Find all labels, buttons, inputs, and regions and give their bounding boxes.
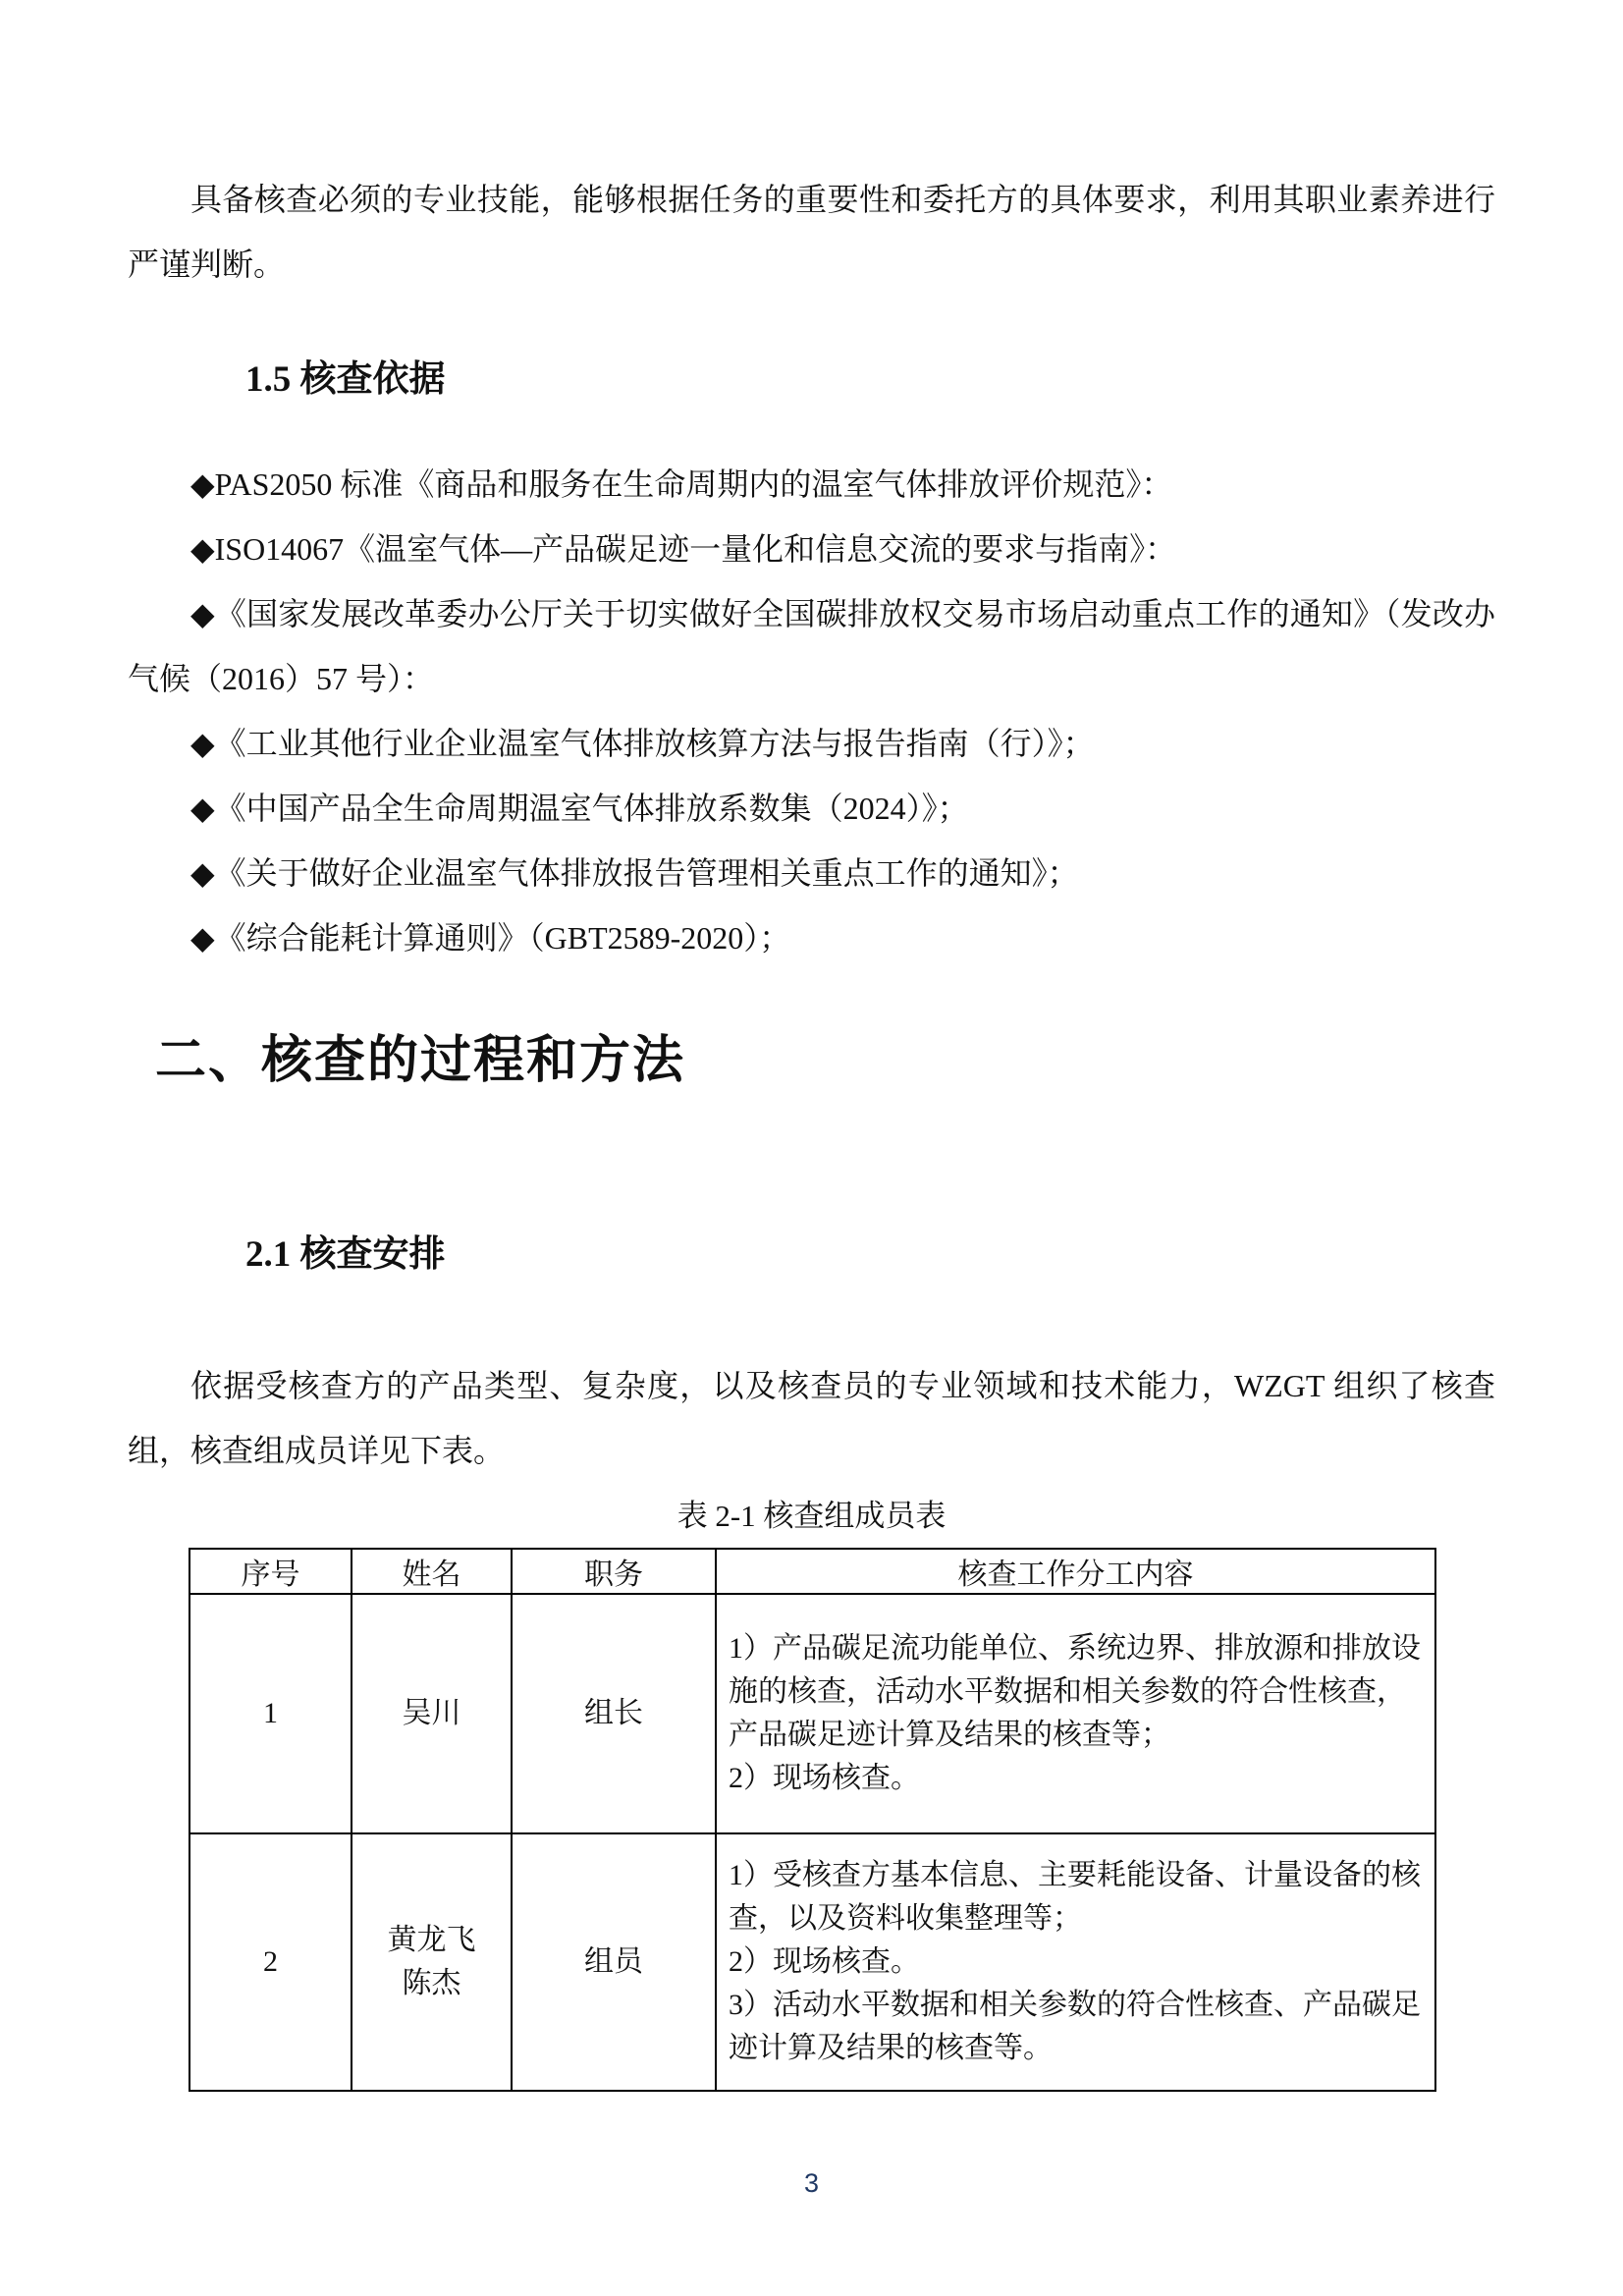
column-header-name: 姓名	[352, 1549, 512, 1594]
row-no: 1	[189, 1594, 352, 1833]
verification-team-table	[189, 1548, 1436, 2092]
row-duties	[716, 1833, 1435, 2091]
basis-item: ◆《中国产品全生命周期温室气体排放系数集（2024）》；	[190, 791, 969, 826]
row-role: 组员	[512, 1833, 716, 2091]
table-caption: 表 2-1 核查组成员表	[676, 1499, 947, 1533]
row-names	[352, 1594, 512, 1833]
intro-paragraph: 具备核查必须的专业技能，能够根据任务的重要性和委托方的具体要求，利用其职业素养进行严谨判断。	[128, 182, 1495, 282]
duty-line: 2）现场核查。	[729, 1762, 920, 1794]
basis-item: ◆《国家发展改革委办公厅关于切实做好全国碳排放权交易市场启动重点工作的通知》（发改办气候（2016）57 号）：	[128, 596, 1495, 696]
chapter-heading-2: 二、核查的过程和方法	[155, 1033, 686, 1089]
verification-basis-list	[128, 452, 1495, 970]
column-header-no: 序号	[189, 1549, 352, 1594]
member-name: 陈杰	[402, 1967, 461, 1999]
duty-line: 3）活动水平数据和相关参数的符合性核查、产品碳足迹计算及结果的核查等。	[729, 1989, 1421, 2064]
basis-item: ◆ISO14067《温室气体—产品碳足迹一量化和信息交流的要求与指南》：	[190, 531, 1177, 567]
row-no: 2	[189, 1833, 352, 2091]
member-name: 黄龙飞	[387, 1924, 476, 1956]
duty-line: 2）现场核查。	[729, 1945, 920, 1978]
member-name: 吴川	[402, 1697, 461, 1729]
arrangement-paragraph: 依据受核查方的产品类型、复杂度，以及核查员的专业领域和技术能力，WZGT 组织了核查组，核查组成员详见下表。	[128, 1368, 1495, 1468]
basis-item: ◆《工业其他行业企业温室气体排放核算方法与报告指南（行）》；	[190, 726, 1095, 761]
row-names	[352, 1833, 512, 2091]
table-row	[189, 1833, 1435, 2091]
table-row	[189, 1594, 1435, 1833]
table-header-row	[189, 1549, 1435, 1594]
section-heading-2-1: 2.1 核查安排	[245, 1234, 446, 1275]
duty-line: 1）产品碳足流功能单位、系统边界、排放源和排放设施的核查，活动水平数据和相关参数的符合性核查，产品碳足迹计算及结果的核查等；	[729, 1632, 1421, 1751]
column-header-duties: 核查工作分工内容	[716, 1549, 1435, 1594]
basis-item: ◆PAS2050 标准《商品和服务在生命周期内的温室气体排放评价规范》：	[190, 466, 1173, 502]
column-header-role: 职务	[512, 1549, 716, 1594]
row-role: 组长	[512, 1594, 716, 1833]
basis-item: ◆《关于做好企业温室气体排放报告管理相关重点工作的通知》；	[190, 855, 1079, 891]
basis-item: ◆《综合能耗计算通则》（GBT2589-2020）；	[190, 920, 791, 956]
row-duties	[716, 1594, 1435, 1833]
duty-line: 1）受核查方基本信息、主要耗能设备、计量设备的核查，以及资料收集整理等；	[729, 1859, 1421, 1935]
page-number: 3	[803, 2168, 820, 2198]
section-heading-1-5: 1.5 核查依据	[245, 359, 446, 400]
